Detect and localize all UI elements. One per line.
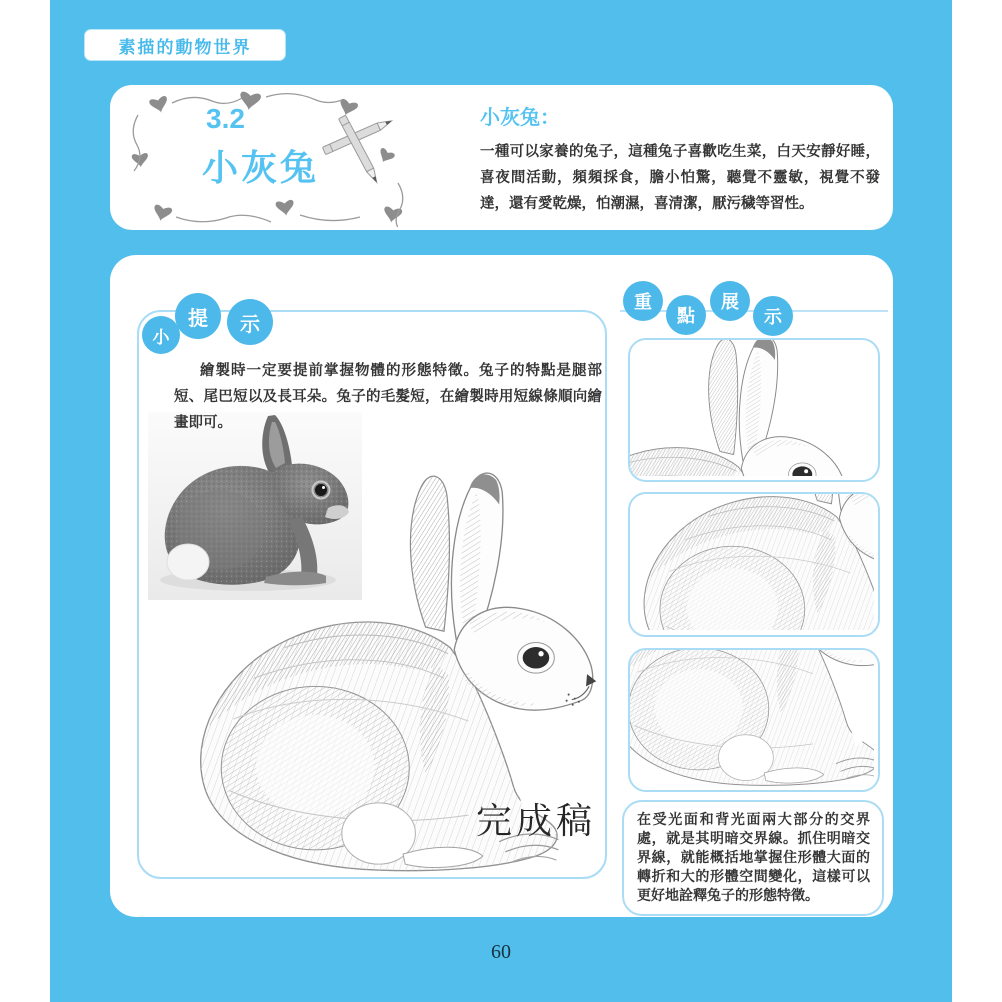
series-title: 素描的動物世界 (118, 37, 252, 57)
keypoints-badge-char-2 (666, 295, 706, 335)
badge-char: 示 (764, 307, 782, 327)
page-number: 60 (491, 941, 511, 963)
intro-text: 一種可以家養的兔子，這種兔子喜歡吃生菜，白天安靜好睡，喜夜間活動，頻頻採食，膽小怕驚，聽覺不靈敏，視覺不發達，還有愛乾燥，怕潮濕，喜清潔，厭污穢等習性。 (480, 144, 880, 212)
content-panel (110, 255, 893, 917)
badge-char: 展 (721, 292, 739, 312)
key-points-note-text: 在受光面和背光面兩大部分的交界處，就是其明暗交界線。抓住明暗交界線，就能概括地掌握住形體大面的轉折和大的形體空間變化，這樣可以更好地詮釋兔子的形態特徵。 (637, 811, 870, 903)
badge-char: 示 (240, 313, 260, 336)
finished-draft-label: 完成稿 (476, 800, 597, 841)
series-title-badge (85, 30, 285, 60)
rabbit-hind-legs-and-tail-detail (630, 650, 874, 786)
badge-char: 重 (634, 292, 652, 312)
hint-text: 繪製時一定要提前掌握物體的形態特徵。兔子的特點是腿部短、尾巴短以及長耳朵。兔子的毛髮短，在繪製時用短線條順向繪畫即可。 (174, 362, 602, 431)
detail-box-back (628, 492, 880, 637)
hint-badge-char-2 (175, 293, 221, 339)
section-title: 小灰兔 (202, 147, 320, 188)
intro-heading: 小灰兔： (480, 107, 560, 129)
title-panel (110, 85, 893, 230)
rabbit-reference-photo (148, 412, 362, 600)
rabbit-back-fur-detail (630, 494, 874, 630)
intro-block (480, 101, 880, 217)
keypoints-badge-char-1 (623, 281, 663, 321)
hint-badge-char-3 (227, 299, 273, 345)
badge-char: 點 (677, 306, 695, 326)
keypoints-badge-char-3 (710, 281, 750, 321)
hint-badge-char-1 (142, 316, 180, 354)
section-number: 3.2 (206, 103, 245, 134)
badge-char: 小 (152, 327, 170, 347)
keypoints-badge-char-4 (753, 296, 793, 336)
detail-box-legs (628, 648, 880, 792)
rabbit-head-and-ears-detail (630, 340, 874, 476)
badge-char: 提 (188, 307, 208, 330)
detail-box-head (628, 338, 880, 482)
key-points-note-box (622, 800, 884, 916)
